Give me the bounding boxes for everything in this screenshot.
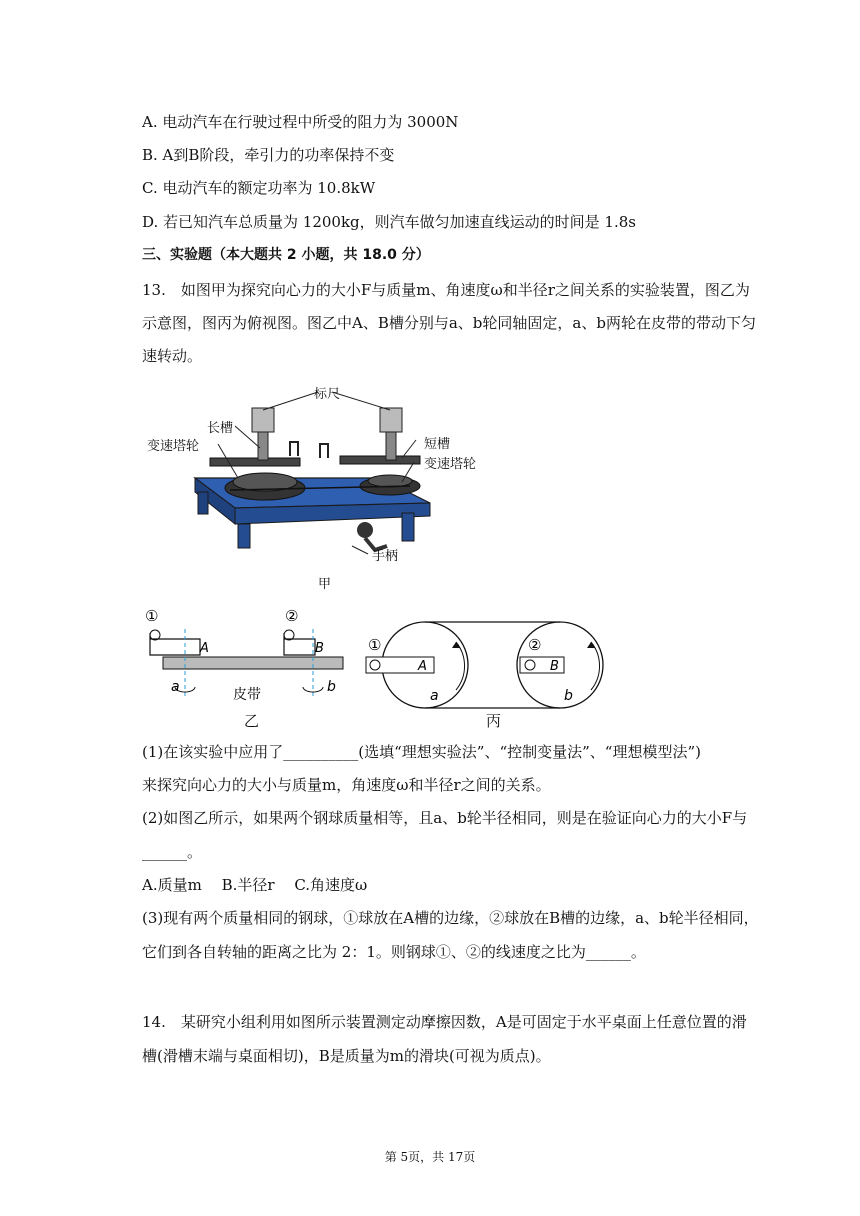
option-a: A. 电动汽车在行驶过程中所受的阻力为 3000N [142,113,459,131]
label-ruler: 标尺 [314,387,341,402]
wheel-a-label-yi: a [171,679,180,695]
side-schematic [145,605,355,705]
q13-sub1-line2: 来探究向心力的大小与质量m，角速度ω和半径r之间的关系。 [142,776,551,794]
label-tower-right: 变速塔轮 [424,457,477,472]
caption-bing: 丙 [486,712,502,730]
label-short-groove: 短槽 [424,437,451,452]
top-view-schematic [360,620,610,712]
q13-sub1-line1: (1)在该实验中应用了__________(选填“理想实验法”、“控制变量法”、“理想模型法”) [142,743,701,761]
slot-a-label-bing: A [418,659,427,674]
wheel-a-label-bing: a [430,688,439,704]
label-long-groove: 长槽 [207,421,234,436]
q13-sub2-line2: ______。 [142,843,203,861]
q13-intro-3: 速转动。 [142,347,203,365]
q13-intro-1: 13. 如图甲为探究向心力的大小F与质量m、角速度ω和半径r之间关系的实验装置，图乙为 [142,281,750,299]
option-b: B. A到B阶段，牵引力的功率保持不变 [142,146,395,164]
wheel-b-label-yi: b [327,679,336,695]
section-heading: 三、实验题（本大题共 2 小题，共 18.0 分） [142,247,430,263]
q13-intro-2: 示意图，图丙为俯视图。图乙中A、B槽分别与a、b轮同轴固定，a、b两轮在皮带的带动下匀 [142,314,756,332]
slot-a-label-yi: A [200,641,209,656]
q13-sub3-line2: 它们到各自转轴的距离之比为 2：1。则钢球①、②的线速度之比为______。 [142,943,646,961]
q13-sub2-choices: A.质量m B.半径r C.角速度ω [142,876,368,894]
label-tower-left: 变速塔轮 [147,439,200,454]
ball1-label-yi: ① [145,607,159,625]
option-c: C. 电动汽车的额定功率为 10.8kW [142,179,376,197]
ball2-label-bing: ② [528,636,542,654]
q13-sub2-line1: (2)如图乙所示，如果两个钢球质量相等，且a、b轮半径相同，则是在验证向心力的大小F与 [142,809,748,827]
wheel-b-label-bing: b [564,688,573,704]
q14-line2: 槽(滑槽末端与桌面相切)，B是质量为m的滑块(可视为质点)。 [142,1047,551,1065]
page-footer: 第 5页，共 17页 [384,1150,476,1164]
label-handle: 手柄 [372,549,399,564]
option-d: D. 若已知汽车总质量为 1200kg，则汽车做匀加速直线运动的时间是 1.8s [142,213,636,231]
q13-sub3-line1: (3)现有两个质量相同的钢球，①球放在A槽的边缘，②球放在B槽的边缘，a、b轮半径相同， [142,909,759,927]
slot-b-label-yi: B [315,641,324,656]
caption-yi: 乙 [244,712,260,730]
q14-line1: 14. 某研究小组利用如图所示装置测定动摩擦因数，A是可固定于水平桌面上任意位置的滑 [142,1013,747,1031]
ball1-label-bing: ① [368,636,382,654]
belt-label: 皮带 [233,687,261,703]
ball2-label-yi: ② [285,607,299,625]
apparatus-figure [140,378,440,568]
slot-b-label-bing: B [550,659,559,674]
caption-jia: 甲 [318,577,332,592]
